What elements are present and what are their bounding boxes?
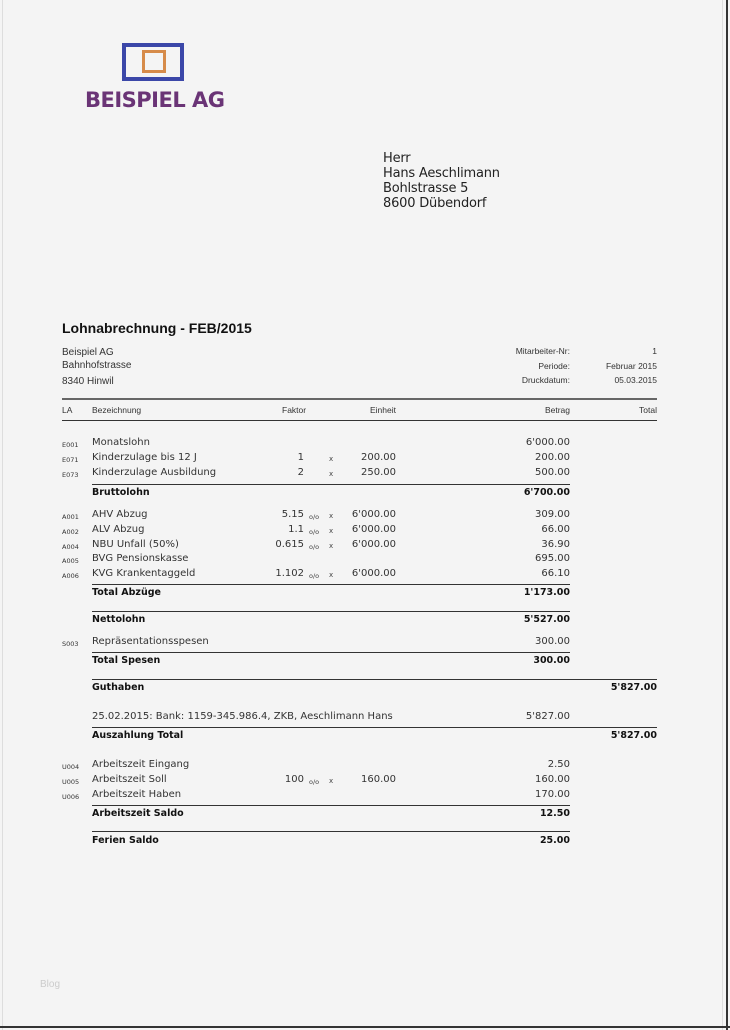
row-unit-value: 160.00 <box>361 774 396 785</box>
row-factor: 1.1 <box>288 524 304 535</box>
company-logo-icon <box>122 43 184 81</box>
total-rule <box>92 679 657 680</box>
row-amount: 300.00 <box>533 655 570 666</box>
period-value: Februar 2015 <box>605 360 657 371</box>
row-factor: 1 <box>297 452 304 463</box>
row-description: AHV Abzug <box>92 509 148 520</box>
row-description: Total Abzüge <box>92 587 161 598</box>
table-row-subtotal <box>0 835 730 849</box>
recipient-street: Bohlstrasse 5 <box>383 181 469 196</box>
row-unit-value: 6'000.00 <box>351 509 396 520</box>
subtotal-rule <box>92 611 570 612</box>
header-total: Total <box>639 405 657 415</box>
print-date-label: Druckdatum: <box>521 375 570 385</box>
page-edge-bottom <box>0 1026 730 1028</box>
table-row <box>0 452 730 466</box>
row-amount: 66.10 <box>541 568 570 579</box>
table-row-subtotal <box>0 655 730 669</box>
payment-description: 25.02.2015: Bank: 1159-345.986.4, ZKB, Aeschlimann Hans <box>92 711 393 722</box>
company-logo-text: BEISPIEL AG <box>85 88 225 112</box>
table-row-subtotal <box>0 587 730 601</box>
row-multiply: x <box>329 455 334 463</box>
row-code: A001 <box>62 513 79 521</box>
employer-city: 8340 Hinwil <box>62 376 114 387</box>
row-description: Auszahlung Total <box>92 730 184 741</box>
row-code: A002 <box>62 528 79 536</box>
table-row <box>0 524 730 538</box>
recipient-name: Hans Aeschlimann <box>383 166 500 181</box>
subtotal-rule <box>92 831 570 832</box>
employer-name: Beispiel AG <box>62 347 114 358</box>
row-amount: 200.00 <box>535 452 570 463</box>
row-amount: 66.00 <box>541 524 570 535</box>
table-row <box>0 553 730 567</box>
subtotal-rule <box>92 484 570 485</box>
row-description: Arbeitszeit Saldo <box>92 808 184 819</box>
row-description: Arbeitszeit Soll <box>92 774 167 785</box>
row-multiply: x <box>329 512 334 520</box>
row-amount: 170.00 <box>535 789 570 800</box>
row-code: S003 <box>62 640 79 648</box>
row-code: U006 <box>62 793 80 801</box>
table-row <box>0 509 730 523</box>
table-row <box>0 539 730 553</box>
row-description: NBU Unfall (50%) <box>92 539 179 550</box>
table-row <box>0 774 730 788</box>
table-row <box>0 467 730 481</box>
row-amount: 12.50 <box>539 808 570 819</box>
row-factor: 2 <box>297 467 304 478</box>
row-amount: 695.00 <box>535 553 570 564</box>
row-description: Arbeitszeit Haben <box>92 789 182 800</box>
row-total: 5'827.00 <box>610 682 657 693</box>
row-factor: 1.102 <box>275 568 304 579</box>
row-amount: 309.00 <box>535 509 570 520</box>
row-amount: 6'700.00 <box>523 487 570 498</box>
header-faktor: Faktor <box>282 405 307 415</box>
row-multiply: x <box>329 777 334 785</box>
employee-number-value: 1 <box>652 346 657 356</box>
row-code: A006 <box>62 572 79 580</box>
row-description: Kinderzulage Ausbildung <box>92 467 217 478</box>
row-amount: 5'827.00 <box>525 711 570 722</box>
header-bezeichnung: Bezeichnung <box>92 405 142 415</box>
row-description: ALV Abzug <box>92 524 145 535</box>
row-description: Monatslohn <box>92 437 150 448</box>
row-multiply: x <box>329 571 334 579</box>
meta-values <box>580 346 657 390</box>
table-row-total <box>0 682 730 696</box>
row-amount: 6'000.00 <box>525 437 570 448</box>
row-percent-unit: o/o <box>309 513 320 521</box>
row-total: 5'827.00 <box>610 730 657 741</box>
subtotal-rule <box>92 652 570 653</box>
table-row-total <box>0 730 730 744</box>
table-top-rule <box>62 398 657 400</box>
row-unit-value: 200.00 <box>361 452 396 463</box>
period-label: Periode: <box>538 360 570 371</box>
row-description: KVG Krankentaggeld <box>92 568 196 579</box>
row-amount: 5'527.00 <box>523 614 570 625</box>
row-factor: 100 <box>284 774 304 785</box>
row-percent-unit: o/o <box>309 543 320 551</box>
recipient-address <box>383 151 500 211</box>
subtotal-rule <box>92 805 570 806</box>
row-code: U005 <box>62 778 80 786</box>
row-description: Arbeitszeit Eingang <box>92 759 190 770</box>
row-unit-value: 6'000.00 <box>351 568 396 579</box>
table-row <box>0 636 730 650</box>
row-amount: 2.50 <box>547 759 570 770</box>
row-description: Total Spesen <box>92 655 161 666</box>
header-einheit: Einheit <box>370 405 396 415</box>
row-factor: 0.615 <box>275 539 304 550</box>
table-row <box>0 437 730 451</box>
row-code: E071 <box>62 456 79 464</box>
row-multiply: x <box>329 527 334 535</box>
row-multiply: x <box>329 470 334 478</box>
row-amount: 160.00 <box>535 774 570 785</box>
row-percent-unit: o/o <box>309 778 320 786</box>
header-la: LA <box>62 405 73 415</box>
employee-number-label: Mitarbeiter-Nr: <box>515 346 570 356</box>
row-multiply: x <box>329 542 334 550</box>
row-amount: 1'173.00 <box>523 587 570 598</box>
row-code: A004 <box>62 543 79 551</box>
row-code: E073 <box>62 471 79 479</box>
row-code: E001 <box>62 441 79 449</box>
meta-labels <box>480 346 570 390</box>
logo-inner-square-icon <box>142 50 166 73</box>
row-unit-value: 6'000.00 <box>351 539 396 550</box>
print-date-value: 05.03.2015 <box>614 375 657 385</box>
table-row <box>0 568 730 582</box>
total-rule <box>92 727 657 728</box>
table-row-subtotal <box>0 614 730 628</box>
watermark: Blog <box>40 979 61 990</box>
employer-address <box>62 346 132 388</box>
row-percent-unit: o/o <box>309 528 320 536</box>
row-description: Bruttolohn <box>92 487 150 498</box>
row-amount: 25.00 <box>539 835 570 846</box>
employer-street: Bahnhofstrasse <box>62 360 132 371</box>
row-unit-value: 6'000.00 <box>351 524 396 535</box>
row-description: Guthaben <box>92 682 145 693</box>
row-amount: 500.00 <box>535 467 570 478</box>
row-description: Nettolohn <box>92 614 146 625</box>
table-row <box>0 759 730 773</box>
table-row <box>0 789 730 803</box>
table-row-subtotal <box>0 808 730 822</box>
row-factor: 5.15 <box>281 509 304 520</box>
table-row-subtotal <box>0 487 730 501</box>
row-amount: 36.90 <box>541 539 570 550</box>
row-percent-unit: o/o <box>309 572 320 580</box>
recipient-salutation: Herr <box>383 151 411 166</box>
row-description: BVG Pensionskasse <box>92 553 189 564</box>
row-code: U004 <box>62 763 80 771</box>
document-title: Lohnabrechnung - FEB/2015 <box>62 320 252 336</box>
row-code: A005 <box>62 557 79 565</box>
header-betrag: Betrag <box>544 405 570 415</box>
row-amount: 300.00 <box>535 636 570 647</box>
table-header-rule <box>62 420 657 421</box>
row-description: Repräsentationsspesen <box>92 636 209 647</box>
table-row-payment <box>0 711 730 725</box>
row-description: Ferien Saldo <box>92 835 159 846</box>
subtotal-rule <box>92 584 570 585</box>
row-description: Kinderzulage bis 12 J <box>92 452 197 463</box>
recipient-city: 8600 Dübendorf <box>383 196 487 211</box>
row-unit-value: 250.00 <box>361 467 396 478</box>
